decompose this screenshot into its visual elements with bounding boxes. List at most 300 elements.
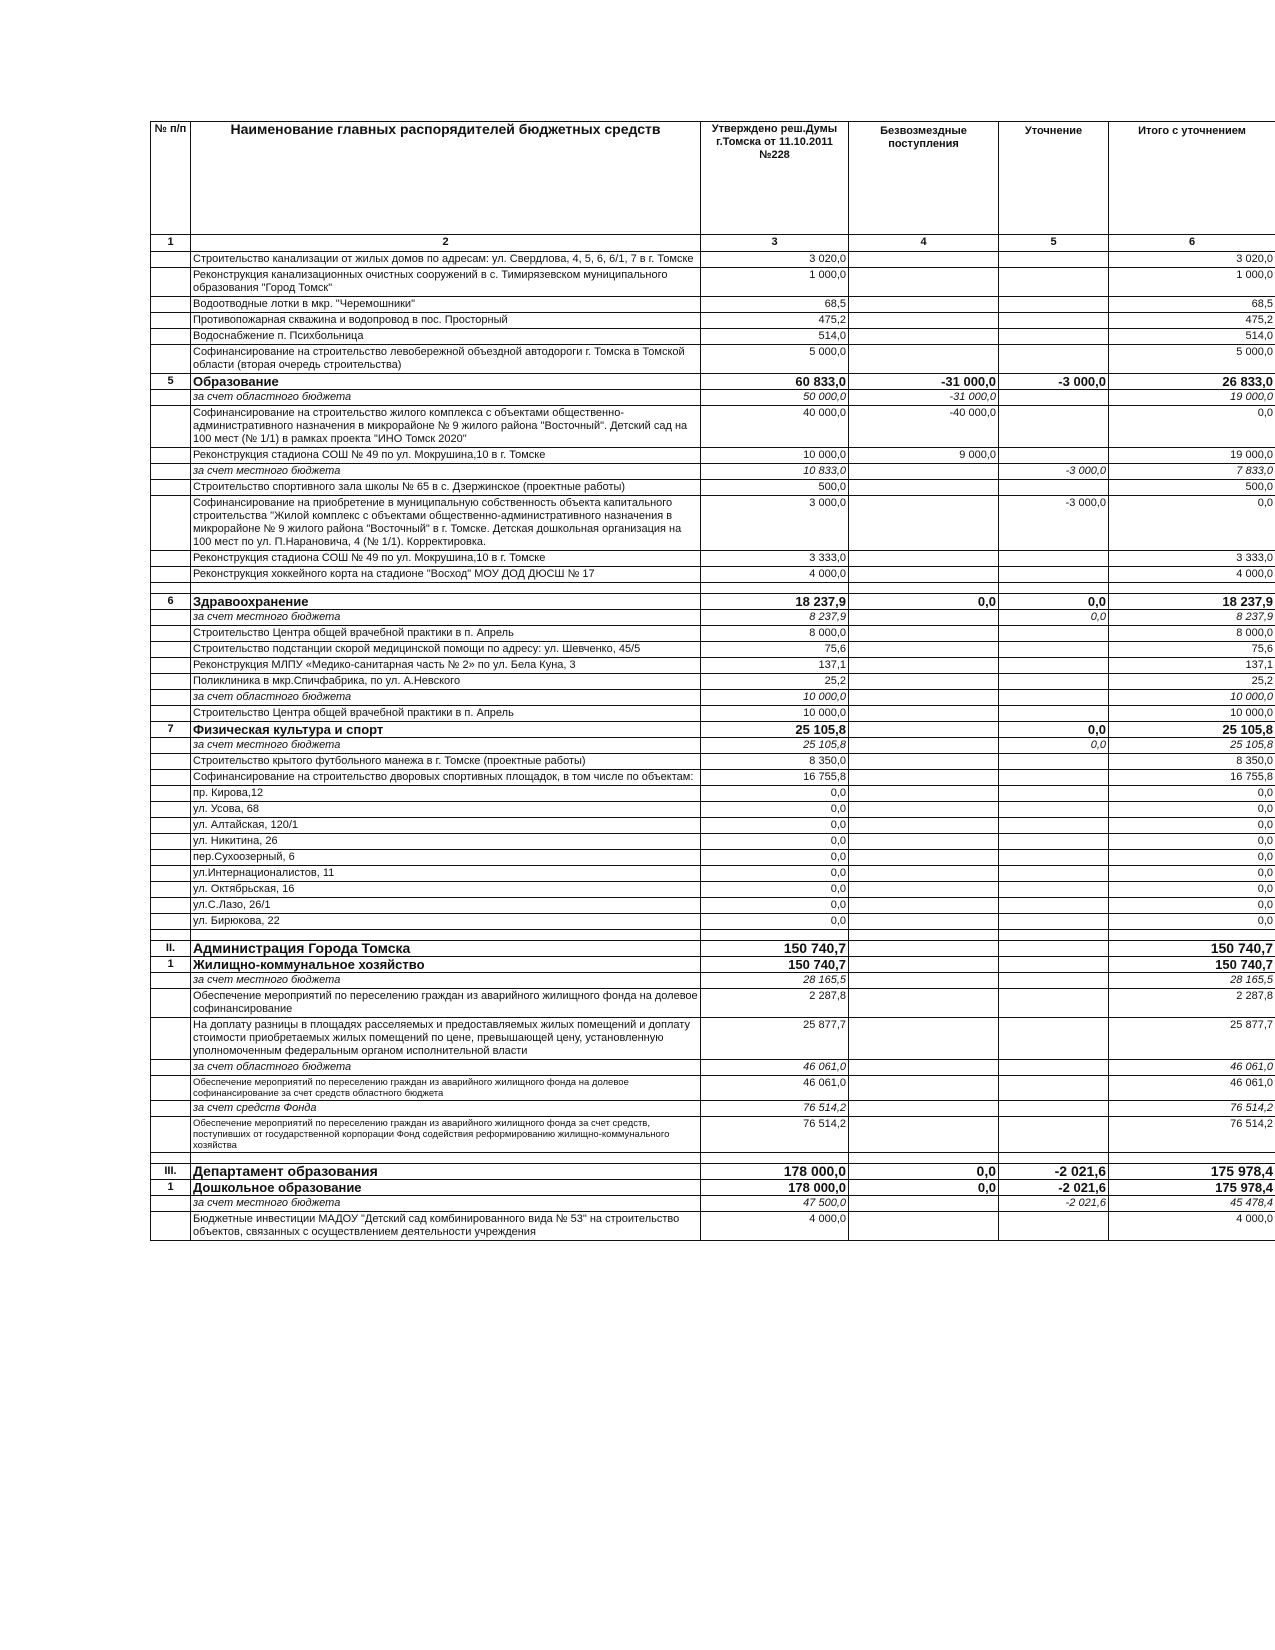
- row-total: 1 000,0: [1109, 268, 1275, 297]
- row-grants: [849, 1101, 999, 1117]
- table-row: [151, 480, 1275, 496]
- row-name: Водоснабжение п. Психбольница: [191, 329, 701, 345]
- row-approved: 28 165,5: [701, 973, 849, 989]
- row-name: Администрация Города Томска: [191, 941, 701, 957]
- row-adjust: [999, 973, 1109, 989]
- row-name: за счет областного бюджета: [191, 390, 701, 406]
- row-approved: 10 000,0: [701, 706, 849, 722]
- row-number: [151, 268, 191, 297]
- row-name: Софинансирование на строительство дворовых спортивных площадок, в том числе по объектам:: [191, 770, 701, 786]
- row-adjust: [999, 583, 1109, 594]
- row-adjust: [999, 642, 1109, 658]
- table-row: [151, 448, 1275, 464]
- row-approved: 4 000,0: [701, 1212, 849, 1241]
- row-grants: [849, 626, 999, 642]
- row-total: 19 000,0: [1109, 448, 1275, 464]
- row-name: Обеспечение мероприятий по переселению граждан из аварийного жилищного фонда на долевое софинансирование за счет средств областного бюджета: [191, 1076, 701, 1101]
- row-grants: [849, 658, 999, 674]
- row-approved: 3 020,0: [701, 252, 849, 268]
- row-number: [151, 313, 191, 329]
- table-row: [151, 1076, 1275, 1101]
- row-grants: 0,0: [849, 1164, 999, 1180]
- row-grants: [849, 930, 999, 941]
- row-name: Обеспечение мероприятий по переселению граждан из аварийного жилищного фонда на долевое софинансирование: [191, 989, 701, 1018]
- row-number: [151, 690, 191, 706]
- table-row: [151, 610, 1275, 626]
- row-number: [151, 898, 191, 914]
- row-number: [151, 786, 191, 802]
- row-grants: [849, 1060, 999, 1076]
- row-total: 46 061,0: [1109, 1076, 1275, 1101]
- table-row: [151, 802, 1275, 818]
- row-name: Реконструкция МЛПУ «Медико-санитарная часть № 2» по ул. Бела Куна, 3: [191, 658, 701, 674]
- row-total: 150 740,7: [1109, 957, 1275, 973]
- row-adjust: [999, 1117, 1109, 1153]
- row-name: за счет областного бюджета: [191, 1060, 701, 1076]
- table-row: [151, 818, 1275, 834]
- table-row: [151, 722, 1275, 738]
- row-grants: [849, 738, 999, 754]
- row-name: ул.Интернационалистов, 11: [191, 866, 701, 882]
- table-row: [151, 738, 1275, 754]
- row-total: 0,0: [1109, 786, 1275, 802]
- table-body: [151, 252, 1275, 1241]
- row-adjust: 0,0: [999, 738, 1109, 754]
- table-row: [151, 941, 1275, 957]
- row-grants: 0,0: [849, 1180, 999, 1196]
- table-row: [151, 297, 1275, 313]
- row-name: [191, 1153, 701, 1164]
- row-number: [151, 390, 191, 406]
- row-approved: 514,0: [701, 329, 849, 345]
- table-row: [151, 583, 1275, 594]
- row-total: [1109, 930, 1275, 941]
- row-grants: [849, 690, 999, 706]
- row-adjust: [999, 297, 1109, 313]
- row-adjust: [999, 567, 1109, 583]
- row-grants: -40 000,0: [849, 406, 999, 448]
- row-grants: [849, 496, 999, 551]
- row-approved: 76 514,2: [701, 1101, 849, 1117]
- row-total: 0,0: [1109, 818, 1275, 834]
- row-number: [151, 818, 191, 834]
- row-grants: [849, 329, 999, 345]
- table-row: [151, 252, 1275, 268]
- row-number: [151, 866, 191, 882]
- row-adjust: -3 000,0: [999, 496, 1109, 551]
- row-total: 150 740,7: [1109, 941, 1275, 957]
- header-grants: Безвозмездные поступления: [849, 122, 999, 235]
- row-grants: [849, 610, 999, 626]
- row-adjust: [999, 690, 1109, 706]
- row-total: 68,5: [1109, 297, 1275, 313]
- row-approved: 25,2: [701, 674, 849, 690]
- row-adjust: -3 000,0: [999, 374, 1109, 390]
- header-total: Итого с уточнением: [1109, 122, 1275, 235]
- row-grants: [849, 268, 999, 297]
- row-approved: 0,0: [701, 834, 849, 850]
- row-grants: [849, 941, 999, 957]
- row-name: Обеспечение мероприятий по переселению граждан из аварийного жилищного фонда за счет средств, поступивших от государственной корпорации Фонд содействия реформированию жилищно-коммунального хозяйства: [191, 1117, 701, 1153]
- row-number: [151, 850, 191, 866]
- row-name: Реконструкция канализационных очистных сооружений в с. Тимирязевском муниципального образования "Город Томск": [191, 268, 701, 297]
- table-row: [151, 567, 1275, 583]
- row-number: [151, 297, 191, 313]
- row-approved: 8 237,9: [701, 610, 849, 626]
- table-row: [151, 973, 1275, 989]
- row-approved: 2 287,8: [701, 989, 849, 1018]
- row-total: 0,0: [1109, 866, 1275, 882]
- row-number: [151, 674, 191, 690]
- row-grants: [849, 583, 999, 594]
- table-row: [151, 1060, 1275, 1076]
- table-row: [151, 496, 1275, 551]
- row-grants: [849, 674, 999, 690]
- row-grants: [849, 567, 999, 583]
- row-approved: 10 000,0: [701, 448, 849, 464]
- row-adjust: [999, 345, 1109, 374]
- column-index: 6: [1109, 235, 1275, 252]
- row-name: [191, 583, 701, 594]
- row-adjust: [999, 898, 1109, 914]
- row-grants: [849, 818, 999, 834]
- row-total: 500,0: [1109, 480, 1275, 496]
- row-grants: -31 000,0: [849, 390, 999, 406]
- row-number: 5: [151, 374, 191, 390]
- row-adjust: [999, 802, 1109, 818]
- row-approved: 0,0: [701, 882, 849, 898]
- row-adjust: [999, 1076, 1109, 1101]
- table-row: [151, 1180, 1275, 1196]
- row-total: 0,0: [1109, 914, 1275, 930]
- row-adjust: [999, 674, 1109, 690]
- row-grants: [849, 973, 999, 989]
- row-number: III.: [151, 1164, 191, 1180]
- row-total: 10 000,0: [1109, 690, 1275, 706]
- table-row: [151, 989, 1275, 1018]
- row-name: Бюджетные инвестиции МАДОУ "Детский сад комбинированного вида № 53" на строительство объектов, связанных с осуществлением деятельности учреждения: [191, 1212, 701, 1241]
- row-total: 76 514,2: [1109, 1101, 1275, 1117]
- table-row: [151, 642, 1275, 658]
- table-row: [151, 754, 1275, 770]
- row-number: 7: [151, 722, 191, 738]
- row-name: Поликлиника в мкр.Спичфабрика, по ул. А.Невского: [191, 674, 701, 690]
- row-total: 0,0: [1109, 406, 1275, 448]
- row-approved: 150 740,7: [701, 941, 849, 957]
- row-name: Противопожарная скважина и водопровод в пос. Просторный: [191, 313, 701, 329]
- row-approved: 46 061,0: [701, 1076, 849, 1101]
- header-name: Наименование главных распорядителей бюджетных средств: [191, 122, 701, 235]
- row-total: [1109, 583, 1275, 594]
- row-grants: -31 000,0: [849, 374, 999, 390]
- row-number: [151, 989, 191, 1018]
- table-row: [151, 882, 1275, 898]
- row-adjust: [999, 1018, 1109, 1060]
- row-total: 514,0: [1109, 329, 1275, 345]
- row-grants: [849, 914, 999, 930]
- table-row: [151, 594, 1275, 610]
- row-adjust: [999, 406, 1109, 448]
- row-adjust: [999, 626, 1109, 642]
- row-approved: 10 833,0: [701, 464, 849, 480]
- row-number: [151, 834, 191, 850]
- table-row: [151, 1117, 1275, 1153]
- column-index: 4: [849, 235, 999, 252]
- row-grants: [849, 850, 999, 866]
- table-row: [151, 690, 1275, 706]
- row-approved: [701, 583, 849, 594]
- table-row: [151, 374, 1275, 390]
- row-adjust: [999, 1153, 1109, 1164]
- row-approved: 1 000,0: [701, 268, 849, 297]
- table-row: [151, 1153, 1275, 1164]
- row-name: Физическая культура и спорт: [191, 722, 701, 738]
- row-adjust: [999, 850, 1109, 866]
- row-total: 25,2: [1109, 674, 1275, 690]
- row-grants: [849, 866, 999, 882]
- row-adjust: [999, 1101, 1109, 1117]
- column-index: 3: [701, 235, 849, 252]
- row-number: [151, 658, 191, 674]
- row-adjust: [999, 706, 1109, 722]
- row-grants: [849, 834, 999, 850]
- row-adjust: -2 021,6: [999, 1164, 1109, 1180]
- row-grants: [849, 1212, 999, 1241]
- column-index: 5: [999, 235, 1109, 252]
- row-grants: [849, 898, 999, 914]
- row-name: за счет местного бюджета: [191, 973, 701, 989]
- row-name: На доплату разницы в площадях расселяемых и предоставляемых жилых помещений и доплату стоимости приобретаемых жилых помещений по цене, превышающей цену, установленную уполномоченным федеральным органом исполнительной власти: [191, 1018, 701, 1060]
- row-name: Софинансирование на строительство жилого комплекса с объектами общественно-административного назначения в микрорайоне № 9 жилого района "Восточный". Детский сад на 100 мест (№ 1/1) в рамках проекта "ИНО Томск 2020": [191, 406, 701, 448]
- row-number: [151, 1101, 191, 1117]
- row-approved: 0,0: [701, 866, 849, 882]
- row-total: 19 000,0: [1109, 390, 1275, 406]
- row-name: за счет местного бюджета: [191, 610, 701, 626]
- row-total: 5 000,0: [1109, 345, 1275, 374]
- row-total: 0,0: [1109, 834, 1275, 850]
- header-adjust: Уточнение: [999, 122, 1109, 235]
- table-row: [151, 268, 1275, 297]
- row-approved: 8 000,0: [701, 626, 849, 642]
- row-approved: 150 740,7: [701, 957, 849, 973]
- row-name: за счет областного бюджета: [191, 690, 701, 706]
- row-approved: 0,0: [701, 914, 849, 930]
- row-number: [151, 973, 191, 989]
- row-number: [151, 770, 191, 786]
- row-grants: [849, 345, 999, 374]
- row-approved: 25 877,7: [701, 1018, 849, 1060]
- row-name: за счет средств Фонда: [191, 1101, 701, 1117]
- row-adjust: [999, 480, 1109, 496]
- table-row: [151, 674, 1275, 690]
- row-total: 7 833,0: [1109, 464, 1275, 480]
- row-approved: 25 105,8: [701, 722, 849, 738]
- header-num: № п/п: [151, 122, 191, 235]
- row-approved: 5 000,0: [701, 345, 849, 374]
- row-approved: 46 061,0: [701, 1060, 849, 1076]
- row-name: Здравоохранение: [191, 594, 701, 610]
- row-number: [151, 329, 191, 345]
- row-number: [151, 914, 191, 930]
- row-name: ул. Усова, 68: [191, 802, 701, 818]
- row-number: II.: [151, 941, 191, 957]
- row-total: 75,6: [1109, 642, 1275, 658]
- row-adjust: [999, 989, 1109, 1018]
- row-adjust: [999, 930, 1109, 941]
- table-row: [151, 1018, 1275, 1060]
- row-approved: 0,0: [701, 818, 849, 834]
- row-grants: 9 000,0: [849, 448, 999, 464]
- row-number: [151, 1196, 191, 1212]
- row-name: ул. Алтайская, 120/1: [191, 818, 701, 834]
- row-number: [151, 448, 191, 464]
- row-number: [151, 1060, 191, 1076]
- row-number: [151, 626, 191, 642]
- row-number: [151, 882, 191, 898]
- row-grants: [849, 1196, 999, 1212]
- row-total: [1109, 1153, 1275, 1164]
- table-row: [151, 1101, 1275, 1117]
- budget-table: [150, 121, 1275, 1241]
- row-total: 4 000,0: [1109, 567, 1275, 583]
- row-adjust: [999, 770, 1109, 786]
- row-name: ул.С.Лазо, 26/1: [191, 898, 701, 914]
- row-number: [151, 930, 191, 941]
- row-adjust: [999, 551, 1109, 567]
- row-grants: [849, 770, 999, 786]
- row-grants: [849, 882, 999, 898]
- row-total: 25 105,8: [1109, 722, 1275, 738]
- row-total: 137,1: [1109, 658, 1275, 674]
- row-grants: [849, 297, 999, 313]
- row-adjust: [999, 882, 1109, 898]
- row-approved: 8 350,0: [701, 754, 849, 770]
- row-adjust: [999, 1212, 1109, 1241]
- row-adjust: -3 000,0: [999, 464, 1109, 480]
- row-grants: [849, 786, 999, 802]
- row-grants: [849, 464, 999, 480]
- header-approved: Утверждено реш.Думы г.Томска от 11.10.2011 №228: [701, 122, 849, 235]
- row-total: 46 061,0: [1109, 1060, 1275, 1076]
- row-total: 45 478,4: [1109, 1196, 1275, 1212]
- row-number: [151, 1153, 191, 1164]
- row-name: за счет местного бюджета: [191, 1196, 701, 1212]
- row-name: Софинансирование на приобретение в муниципальную собственность объекта капитального строительства "Жилой комплекс с объектами общественно-административного назначения в микрорайоне № 9 жилого района "Восточный" в г. Томске. Детская дошкольная организация на 100 мест по ул. П.Нарановича, 4 (№ 1/1). Корректировка.: [191, 496, 701, 551]
- row-adjust: [999, 941, 1109, 957]
- table-row: [151, 914, 1275, 930]
- row-approved: 0,0: [701, 786, 849, 802]
- row-total: 26 833,0: [1109, 374, 1275, 390]
- row-name: ул. Октябрьская, 16: [191, 882, 701, 898]
- row-approved: 76 514,2: [701, 1117, 849, 1153]
- row-grants: [849, 551, 999, 567]
- row-number: [151, 480, 191, 496]
- row-number: [151, 706, 191, 722]
- row-number: [151, 738, 191, 754]
- row-adjust: [999, 834, 1109, 850]
- row-name: Жилищно-коммунальное хозяйство: [191, 957, 701, 973]
- row-adjust: [999, 866, 1109, 882]
- row-name: [191, 930, 701, 941]
- row-total: 28 165,5: [1109, 973, 1275, 989]
- row-number: [151, 252, 191, 268]
- table-row: [151, 898, 1275, 914]
- row-name: Строительство подстанции скорой медицинской помощи по адресу: ул. Шевченко, 45/5: [191, 642, 701, 658]
- row-adjust: [999, 957, 1109, 973]
- column-index: 1: [151, 235, 191, 252]
- row-grants: [849, 252, 999, 268]
- row-approved: 137,1: [701, 658, 849, 674]
- row-grants: [849, 1117, 999, 1153]
- table-row: [151, 930, 1275, 941]
- row-name: Строительство канализации от жилых домов по адресам: ул. Свердлова, 4, 5, 6, 6/1, 7 в г. Томске: [191, 252, 701, 268]
- row-name: Департамент образования: [191, 1164, 701, 1180]
- row-name: Строительство спортивного зала школы № 65 в с. Дзержинское (проектные работы): [191, 480, 701, 496]
- row-total: 18 237,9: [1109, 594, 1275, 610]
- table-row: [151, 551, 1275, 567]
- row-grants: [849, 802, 999, 818]
- row-number: [151, 583, 191, 594]
- row-grants: 0,0: [849, 594, 999, 610]
- row-approved: 75,6: [701, 642, 849, 658]
- row-total: 0,0: [1109, 850, 1275, 866]
- row-approved: 178 000,0: [701, 1164, 849, 1180]
- row-approved: [701, 1153, 849, 1164]
- row-adjust: [999, 914, 1109, 930]
- row-number: [151, 610, 191, 626]
- table-row: [151, 329, 1275, 345]
- row-number: [151, 464, 191, 480]
- row-number: 1: [151, 957, 191, 973]
- row-adjust: [999, 390, 1109, 406]
- table-row: [151, 834, 1275, 850]
- table-row: [151, 626, 1275, 642]
- row-adjust: [999, 754, 1109, 770]
- row-grants: [849, 957, 999, 973]
- table-row: [151, 706, 1275, 722]
- row-total: 2 287,8: [1109, 989, 1275, 1018]
- row-number: [151, 406, 191, 448]
- row-adjust: [999, 448, 1109, 464]
- table-row: [151, 957, 1275, 973]
- table-row: [151, 1164, 1275, 1180]
- row-number: [151, 754, 191, 770]
- row-number: 1: [151, 1180, 191, 1196]
- row-approved: 4 000,0: [701, 567, 849, 583]
- row-grants: [849, 480, 999, 496]
- row-total: 10 000,0: [1109, 706, 1275, 722]
- row-grants: [849, 754, 999, 770]
- row-grants: [849, 1153, 999, 1164]
- row-number: [151, 551, 191, 567]
- row-approved: 178 000,0: [701, 1180, 849, 1196]
- row-grants: [849, 989, 999, 1018]
- row-number: [151, 642, 191, 658]
- row-approved: 475,2: [701, 313, 849, 329]
- row-total: 175 978,4: [1109, 1164, 1275, 1180]
- row-total: 0,0: [1109, 898, 1275, 914]
- row-adjust: [999, 1060, 1109, 1076]
- row-approved: 40 000,0: [701, 406, 849, 448]
- row-adjust: 0,0: [999, 722, 1109, 738]
- column-index: 2: [191, 235, 701, 252]
- row-approved: 500,0: [701, 480, 849, 496]
- table-row: [151, 1196, 1275, 1212]
- row-name: Реконструкция хоккейного корта на стадионе "Восход" МОУ ДОД ДЮСШ № 17: [191, 567, 701, 583]
- row-approved: 25 105,8: [701, 738, 849, 754]
- row-grants: [849, 1018, 999, 1060]
- row-number: 6: [151, 594, 191, 610]
